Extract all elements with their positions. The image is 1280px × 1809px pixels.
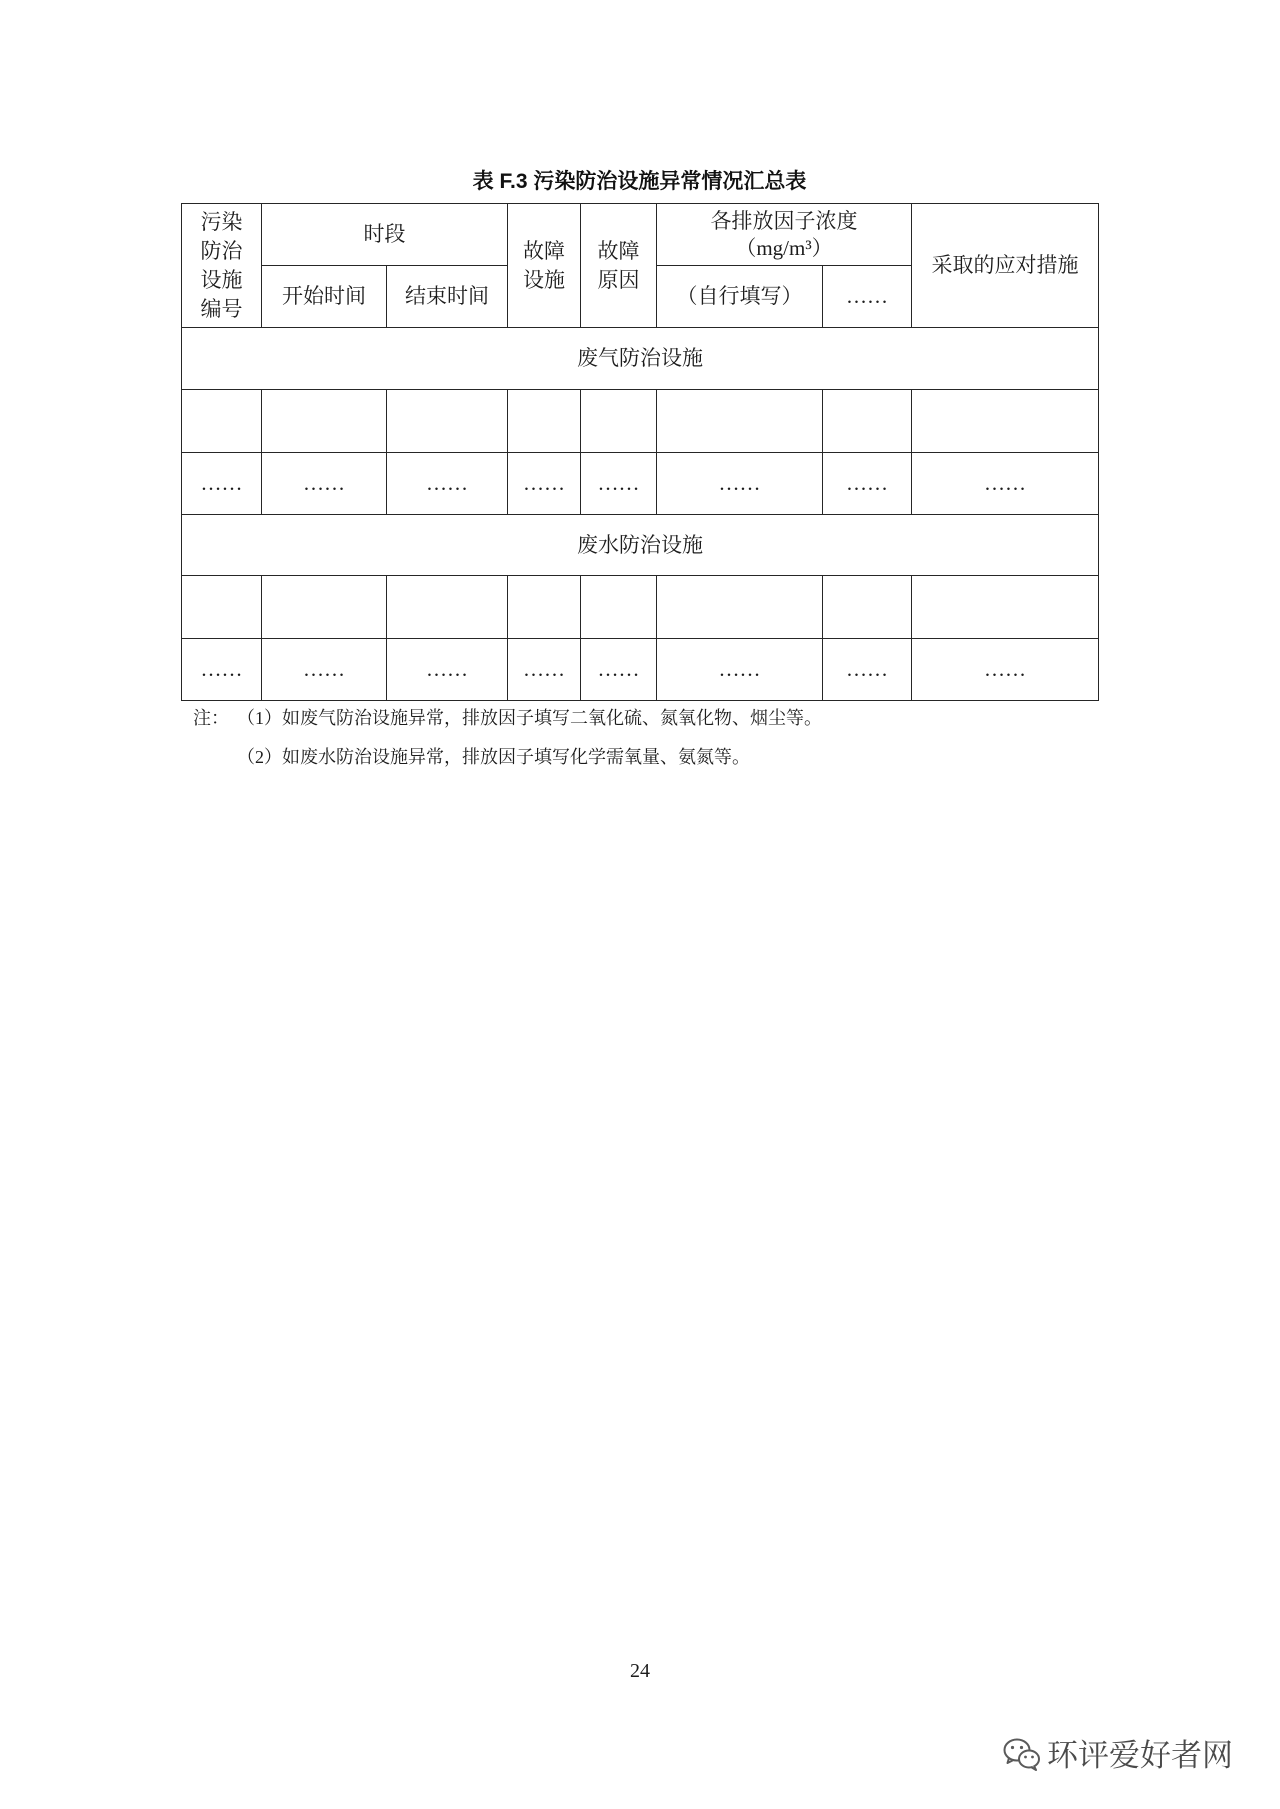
table-cell: ……	[581, 639, 657, 701]
table-cell: ……	[262, 639, 387, 701]
table-title: 表 F.3 污染防治设施异常情况汇总表	[472, 170, 807, 193]
table-row	[182, 390, 1099, 453]
watermark	[1003, 1736, 1233, 1776]
header-concentration-unit: （mg/m³）	[735, 235, 833, 260]
table-cell: ……	[657, 453, 823, 515]
table-cell: ……	[912, 639, 1099, 701]
table-cell: ……	[262, 453, 387, 515]
table-cell: ……	[581, 453, 657, 515]
table-cell	[182, 390, 262, 453]
watermark-text: 环评爱好者网	[1047, 1738, 1233, 1773]
table-cell	[387, 390, 508, 453]
table-cell	[508, 576, 581, 639]
header-facility-id-line: 编号	[200, 296, 243, 321]
table-cell	[262, 390, 387, 453]
table-cell: ……	[508, 639, 581, 701]
note-item-2: （2）如废水防治设施异常，排放因子填写化学需氧量、氨氮等。	[237, 747, 750, 767]
header-measures: 采取的应对措施	[912, 204, 1099, 328]
table-cell	[387, 576, 508, 639]
note-label: 注：	[193, 708, 229, 728]
header-time-period: 时段	[262, 204, 508, 266]
header-concentration	[657, 204, 912, 266]
table-cell	[182, 576, 262, 639]
header-more: ……	[823, 266, 912, 328]
note-item-1: （1）如废气防治设施异常，排放因子填写二氧化硫、氮氧化物、烟尘等。	[237, 708, 822, 728]
table-cell	[912, 576, 1099, 639]
table-cell: ……	[182, 453, 262, 515]
header-facility-id-line: 防治	[200, 238, 243, 263]
wechat-icon	[1003, 1737, 1041, 1776]
header-end-time: 结束时间	[387, 266, 508, 328]
pollution-facility-anomaly-table	[181, 203, 1099, 701]
header-fault-cause	[581, 204, 657, 328]
table-cell	[581, 390, 657, 453]
header-facility-id	[182, 204, 262, 328]
header-fault-facility-line: 设施	[523, 267, 565, 292]
header-fault-cause-line: 故障	[597, 238, 640, 263]
section-row-exhaust-gas	[182, 328, 1099, 390]
table-cell	[823, 390, 912, 453]
table-cell: ……	[823, 453, 912, 515]
table-row	[182, 639, 1099, 701]
table-cell	[508, 390, 581, 453]
header-concentration-line: 各排放因子浓度	[710, 208, 858, 233]
header-fault-facility	[508, 204, 581, 328]
header-start-time: 开始时间	[262, 266, 387, 328]
header-fault-facility-line: 故障	[523, 238, 565, 263]
table-row	[182, 576, 1099, 639]
table-cell	[823, 576, 912, 639]
table-cell	[657, 576, 823, 639]
table-cell	[581, 576, 657, 639]
section-row-wastewater	[182, 515, 1099, 576]
table-cell: ……	[182, 639, 262, 701]
header-facility-id-line: 污染	[200, 209, 243, 234]
table-cell	[262, 576, 387, 639]
table-cell: ……	[657, 639, 823, 701]
table-row	[182, 453, 1099, 515]
table-cell: ……	[823, 639, 912, 701]
header-fault-cause-line: 原因	[597, 267, 640, 292]
table-cell	[912, 390, 1099, 453]
table-cell	[657, 390, 823, 453]
page-number: 24	[630, 1660, 650, 1682]
table-cell: ……	[508, 453, 581, 515]
section-title: 废水防治设施	[182, 515, 1099, 576]
section-title: 废气防治设施	[182, 328, 1099, 390]
header-row-1	[182, 204, 1099, 266]
header-facility-id-line: 设施	[200, 267, 243, 292]
table-cell: ……	[387, 639, 508, 701]
table-cell: ……	[912, 453, 1099, 515]
header-self-fill: （自行填写）	[657, 266, 823, 328]
table-cell: ……	[387, 453, 508, 515]
